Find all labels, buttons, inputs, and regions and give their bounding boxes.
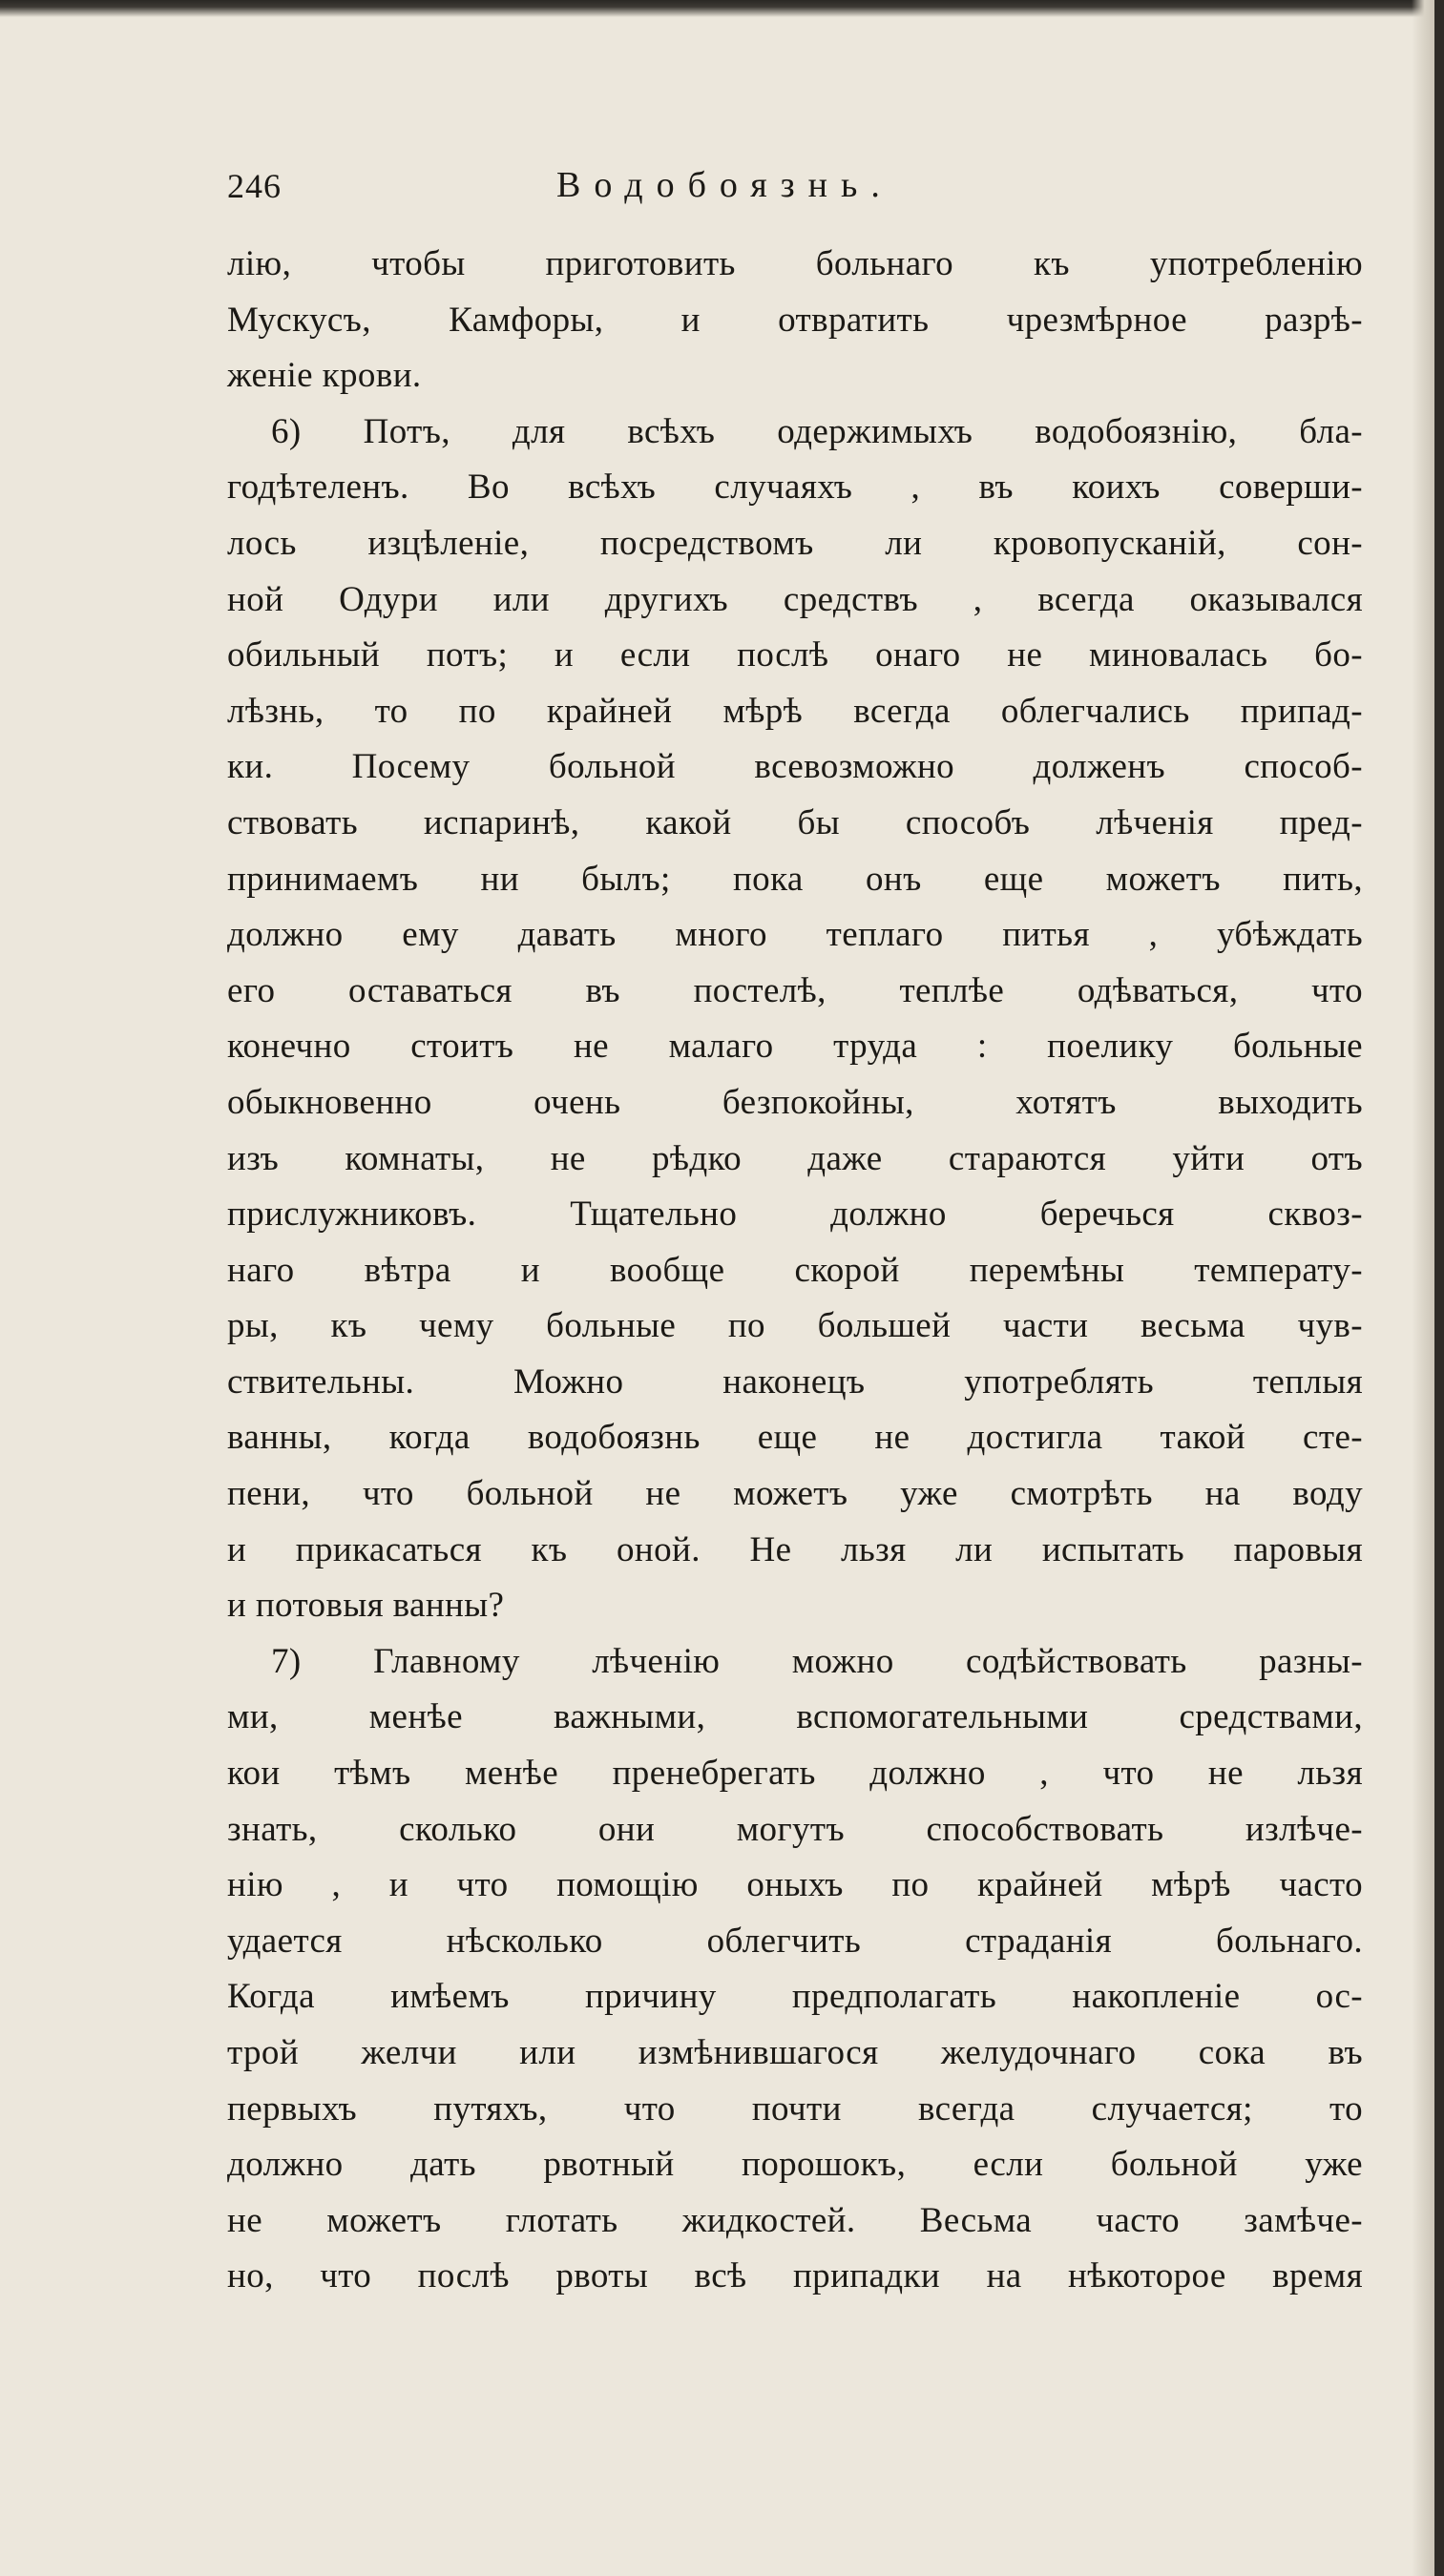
text-line: Мускусъ, Камфоры, и отвратить чрезмѣрное разрѣ- [227, 300, 1363, 340]
text-line: должно ему давать много теплаго питья , убѣждать [227, 915, 1363, 955]
text-line: должно дать рвотный порошокъ, если больной уже [227, 2145, 1363, 2185]
text-line: первыхъ путяхъ, что почти всегда случается; то [227, 2088, 1363, 2129]
text-line: пени, что больной не можетъ уже смотрѣть на воду [227, 1474, 1363, 1514]
text-line: ной Одури или другихъ средствъ , всегда оказывался [227, 579, 1363, 619]
text-line: и прикасаться къ оной. Не льзя ли испытать паровыя [227, 1529, 1363, 1569]
running-title: Водобоязнь. [556, 165, 893, 205]
text-line: его оставаться въ постелѣ, теплѣе одѣваться, что [227, 970, 1363, 1010]
text-line: 6) Потъ, для всѣхъ одержимыхъ водобоязнію, бла- [271, 411, 1363, 451]
text-line: обильный потъ; и если послѣ онаго не миновалась бо- [227, 635, 1363, 675]
page-header [227, 158, 1339, 216]
text-line: женіе крови. [227, 356, 422, 396]
text-line: кои тѣмъ менѣе пренебрегать должно , что не льзя [227, 1754, 1363, 1794]
body-text [227, 237, 1363, 2305]
book-spine-edge [1434, 0, 1444, 2576]
text-line: обыкновенно очень безпокойны, хотятъ выходить [227, 1082, 1363, 1122]
text-line: ствовать испаринѣ, какой бы способъ лѣченія пред- [227, 802, 1363, 842]
text-line: не можетъ глотать жидкостей. Весьма часто замѣче- [227, 2200, 1363, 2240]
text-line: но, что послѣ рвоты всѣ припадки на нѣкоторое время [227, 2256, 1363, 2296]
text-line: наго вѣтра и вообще скорой перемѣны температу- [227, 1250, 1363, 1290]
text-line: лѣзнь, то по крайней мѣрѣ всегда облегчались припад- [227, 691, 1363, 731]
text-line: удается нѣсколько облегчить страданія больнаго. [227, 1921, 1363, 1961]
text-line: лію, чтобы приготовить больнаго къ употребленію [227, 244, 1363, 283]
paragraph [227, 1634, 1363, 2305]
text-line: и потовыя ванны? [227, 1586, 505, 1626]
text-line: нію , и что помощію оныхъ по крайней мѣрѣ часто [227, 1865, 1363, 1905]
text-line: ствительны. Можно наконецъ употреблять теплыя [227, 1361, 1363, 1402]
text-line: знать, сколько они могутъ способствовать излѣче- [227, 1809, 1363, 1849]
text-line: изъ комнаты, не рѣдко даже стараются уйти отъ [227, 1138, 1363, 1178]
text-line: прислужниковъ. Тщательно должно беречься сквоз- [227, 1195, 1363, 1235]
text-line: ры, къ чему больные по большей части весьма чув- [227, 1306, 1363, 1346]
text-line: годѣтеленъ. Во всѣхъ случаяхъ , въ коихъ соверши- [227, 467, 1363, 508]
text-line: ки. Посему больной всевозможно долженъ способ- [227, 747, 1363, 787]
text-line: 7) Главному лѣченію можно содѣйствовать разны- [271, 1641, 1363, 1681]
text-line: конечно стоитъ не малаго труда : поелику больные [227, 1027, 1363, 1067]
page-number: 246 [227, 167, 282, 205]
text-line: трой желчи или измѣнившагося желудочнаго сока въ [227, 2033, 1363, 2072]
text-line: ми, менѣе важными, вспомогательными средствами, [227, 1697, 1363, 1737]
paragraph [227, 237, 1363, 405]
paragraph [227, 405, 1363, 1634]
text-line: принимаемъ ни былъ; пока онъ еще можетъ пить, [227, 859, 1363, 899]
text-line: лось изцѣленіе, посредствомъ ли кровопусканій, сон- [227, 523, 1363, 563]
text-line: Когда имѣемъ причину предполагать накопленіе ос- [227, 1977, 1363, 2017]
text-line: ванны, когда водобоязнь еще не достигла такой сте- [227, 1418, 1363, 1458]
page-top-shadow [0, 0, 1444, 17]
